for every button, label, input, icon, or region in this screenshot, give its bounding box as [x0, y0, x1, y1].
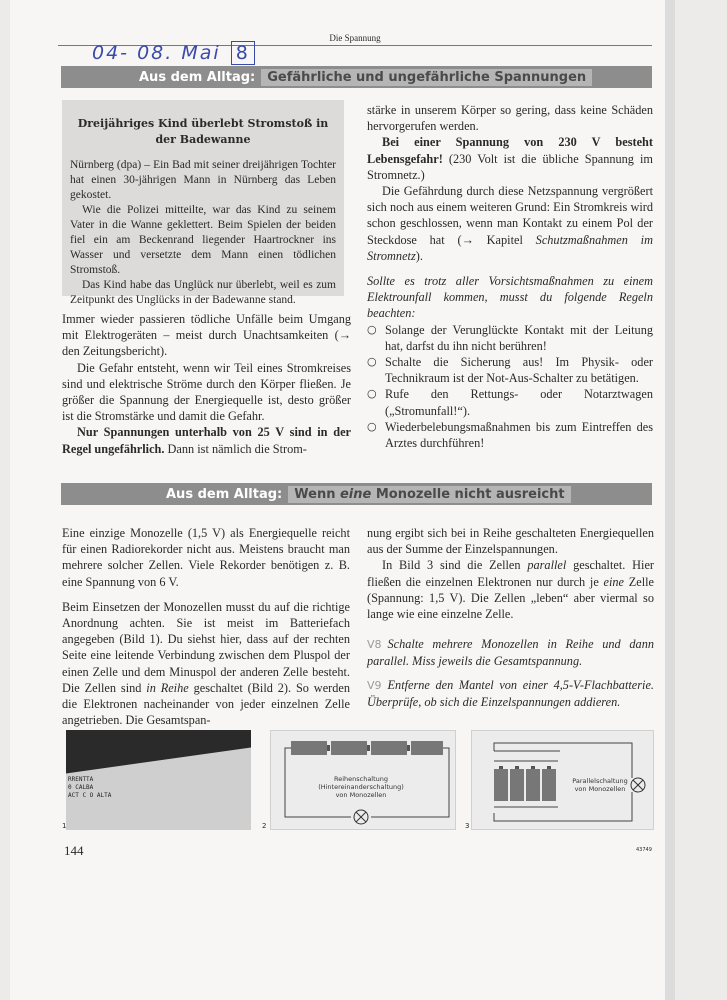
body-paragraph: Die Gefahr entsteht, wenn wir Teil eines Stromkreises sind und elektrische Ströme durch den Körper fließen. Je größer die Spannung der Energiequelle ist, desto größer ist die Stromstärke und damit die Gefahr.	[62, 360, 351, 424]
body-paragraph: stärke in unserem Körper so gering, dass keine Schäden hervorgerufen werden.	[367, 103, 653, 134]
body-paragraph: Nur Spannungen unterhalb von 25 V sind in der Regel ungefährlich. Dann ist nämlich die Strom-	[62, 425, 351, 456]
figure-caption: Reihenschaltung	[333, 775, 389, 783]
section-title: Wenn eine Monozelle nicht ausreicht	[288, 486, 570, 503]
body-paragraph: nung ergibt sich bei in Reihe geschalteten Energiequellen aus der Summe der Einzelspannungen.	[367, 526, 654, 557]
series-circuit-diagram	[271, 731, 457, 831]
body-paragraph: Eine einzige Monozelle (1,5 V) als Energiequelle reicht für einen Radiorekorder nicht aus. Meistens braucht man mehrere solcher Zellen. Viele Rekorder benötigen z. B. eine Spannung von 6 V.	[62, 526, 350, 589]
handwritten-number: 8	[231, 41, 255, 65]
print-code: 43749	[636, 847, 652, 853]
rule-item: ○ Wiederbelebungsmaßnahmen bis zum Eintreffen des Arztes durchführen!	[367, 419, 653, 451]
handwritten-date: 04- 08. Mai	[92, 42, 221, 64]
figure-number: 1	[62, 822, 67, 830]
figure-caption: von Monozellen	[335, 791, 387, 799]
figure-3-parallel-circuit	[471, 730, 654, 830]
page-edge	[665, 0, 675, 1000]
right-column-1	[367, 102, 653, 451]
section-label: Aus dem Alltag:	[166, 486, 283, 502]
figure-caption: von Monozellen	[574, 785, 626, 793]
photo-label-text: RRENTTA 0 CALBA ACT C O ALTA	[68, 776, 112, 799]
left-column-1	[62, 311, 351, 457]
danger-statement: Bei einer Spannung von 230 V besteht Lebensgefahr!	[367, 135, 653, 166]
body-paragraph: In Bild 3 sind die Zellen parallel geschaltet. Hier fließen die einzelnen Elektronen nur durch je eine Zelle (Spannung: 1,5 V). Die Zellen „leben“ aber viermal so lange wie eine einzelne Zelle.	[367, 558, 654, 622]
section-title: Gefährliche und ungefährliche Spannungen	[261, 69, 592, 86]
section-label: Aus dem Alltag:	[139, 69, 256, 85]
figure-number: 2	[262, 822, 267, 830]
rules-list	[367, 322, 653, 452]
news-headline: Dreijähriges Kind überlebt Stromstoß in der Badewanne	[77, 117, 329, 146]
rule-item: ○ Schalte die Sicherung aus! Im Physik- oder Technikraum ist der Not-Aus-Schalter zu betätigen.	[367, 354, 653, 386]
news-paragraph: Das Kind habe das Unglück nur überlebt, weil es zum Zeitpunkt des Unglücks in der Badewanne stand.	[70, 279, 336, 306]
figure-caption: (Hintereinanderschaltung)	[318, 783, 404, 791]
cell-icon	[510, 769, 524, 801]
cell-icon	[331, 741, 367, 755]
cell-icon	[411, 741, 443, 755]
handwritten-date-note	[92, 42, 255, 64]
task-number: V9	[367, 678, 382, 692]
rule-item: ○ Rufe den Rettungs- oder Notarztwagen („Stromunfall!“).	[367, 386, 653, 418]
figure-number: 3	[465, 822, 470, 830]
experiment-task: V8 Schalte mehrere Monozellen in Reihe und dann parallel. Miss jeweils die Gesamtspannung.	[367, 637, 654, 669]
body-paragraph: Beim Einsetzen der Monozellen musst du auf die richtige Anordnung achten. Sie ist meist im Batteriefach angegeben (Bild 1). Du siehst hier, dass auf der rechten Seite eine leitende Verbindung zwischen dem Pluspol der einen Zelle und dem Minuspol der anderen Zelle besteht. Die Zellen sind in Reihe geschaltet (Bild 2). So werden die Elektronen nacheinander von jeder einzelnen Zelle angetrieben. Die Gesamtspan-	[62, 599, 351, 728]
body-paragraph: Bei einer Spannung von 230 V besteht Lebensgefahr! (230 Volt ist die übliche Spannung im Stromnetz.)	[367, 135, 653, 182]
body-paragraph: Immer wieder passieren tödliche Unfälle beim Umgang mit Elektrogeräten – meist durch Unachtsamkeiten (→ den Zeitungsbericht).	[62, 312, 351, 359]
page-number: 144	[64, 843, 84, 858]
body-paragraph: Die Gefährdung durch diese Netzspannung vergrößert sich noch aus einem weiteren Grund: Ein Stromkreis wird schon geschlossen, wenn man Kontakt zu einem Pol der Steckdose hat (→ Kapitel Schutzmaßnahmen im Stromnetz).	[367, 184, 653, 263]
task-number: V8	[367, 638, 382, 652]
rules-intro: Sollte es trotz aller Vorsichtsmaßnahmen zu einem Elektrounfall kommen, musst du folgende Regeln beachten:	[367, 274, 653, 321]
news-paragraph: Wie die Polizei mitteilte, war das Kind zu seinem Vater in die Wanne geklettert. Beim Spielen der beiden fiel ein am Beckenrand liegender Haartrockner ins Wasser und versetzte dem Mann einen tödlichen Stromstoß.	[70, 204, 336, 276]
news-report-box	[62, 100, 344, 306]
cell-icon	[371, 741, 407, 755]
news-paragraph: Nürnberg (dpa) – Ein Bad mit seiner dreijährigen Tochter hat einen 30-jährigen Mann in Nürnberg das Leben gekostet.	[70, 159, 336, 201]
running-head: Die Spannung	[58, 33, 652, 46]
rule-item: ○ Solange der Verunglückte Kontakt mit der Leitung hat, darfst du ihn nicht berühren!	[367, 322, 653, 354]
safety-statement: Nur Spannungen unterhalb von 25 V sind in der Regel ungefährlich.	[62, 425, 351, 456]
cell-icon	[526, 769, 540, 801]
section-header-2	[61, 483, 652, 505]
experiment-task: V9 Entferne den Mantel von einer 4,5-V-Flachbatterie. Überprüfe, ob sich die Einzelspannungen addieren.	[367, 677, 654, 709]
cell-icon	[542, 769, 556, 801]
left-column-2	[62, 525, 350, 728]
right-column-2	[367, 525, 654, 710]
figure-caption: Parallelschaltung	[572, 777, 628, 785]
cell-icon	[494, 769, 508, 801]
figure-1-battery-compartment-photo	[66, 730, 251, 830]
section-header-1	[61, 66, 652, 88]
parallel-circuit-diagram	[472, 731, 655, 831]
cell-icon	[291, 741, 327, 755]
figure-2-series-circuit	[270, 730, 456, 830]
